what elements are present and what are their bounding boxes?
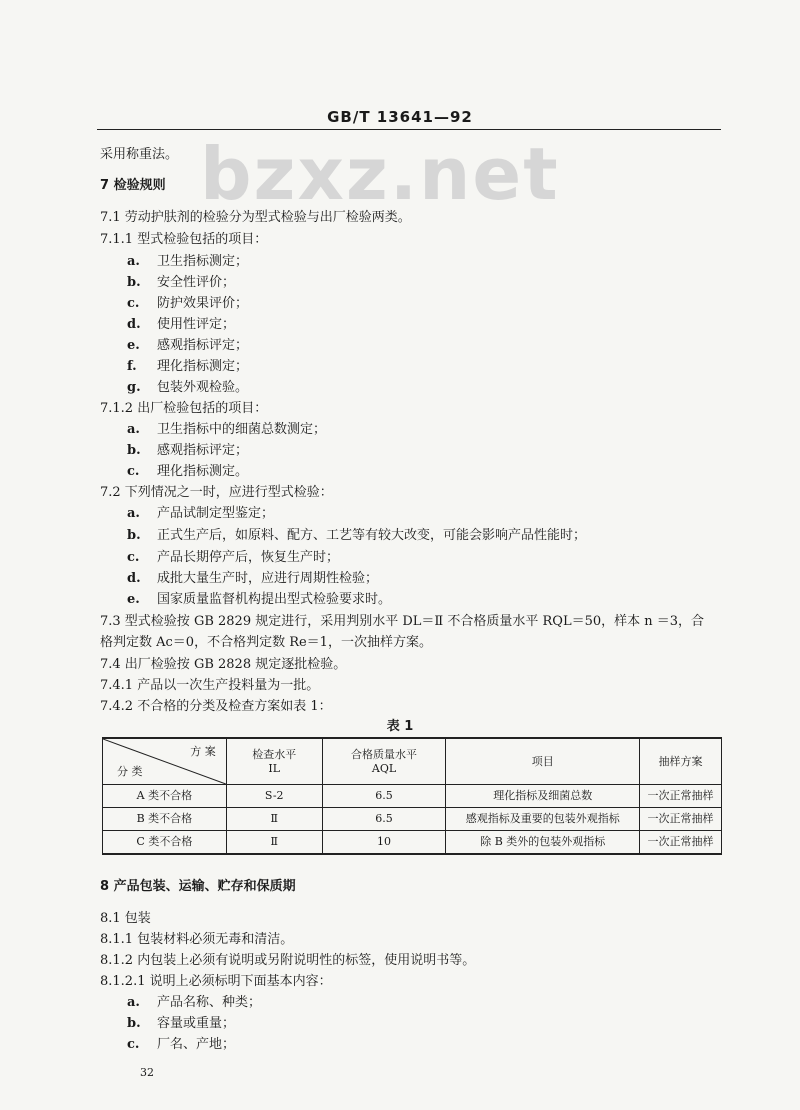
list-item: b. 感观指标评定； <box>127 443 249 458</box>
text-line: 7.1.2 出厂检验包括的项目： <box>100 401 268 416</box>
header-cell: 抽样方案 <box>640 738 722 785</box>
list-item: c. 防护效果评价； <box>127 296 249 311</box>
text-line: 8.1.1 包装材料必须无毒和清洁。 <box>100 932 294 947</box>
list-item: c. 产品长期停产后，恢复生产时； <box>127 550 340 565</box>
text-line: 7.4.1 产品以一次生产投料量为一批。 <box>100 678 320 693</box>
section-heading: 8 产品包装、运输、贮存和保质期 <box>100 879 296 894</box>
text-line: 8.1.2 内包装上必须有说明或另附说明性的标签，使用说明书等。 <box>100 953 476 968</box>
table-cell: 6.5 <box>322 808 446 831</box>
table-cell: 除 B 类外的包装外观指标 <box>446 831 640 855</box>
text-line: 7.2 下列情况之一时，应进行型式检验： <box>100 485 333 500</box>
list-item: a. 产品试制定型鉴定； <box>127 506 275 521</box>
table-cell: Ⅱ <box>226 831 322 855</box>
list-item: g. 包装外观检验。 <box>127 380 249 395</box>
table-cell: 感观指标及重要的包装外观指标 <box>446 808 640 831</box>
text-line: 7.3 型式检验按 GB 2829 规定进行，采用判别水平 DL＝Ⅱ 不合格质量水平 RQL＝50，样本 n ＝3，合 <box>100 614 705 629</box>
header-cell: 合格质量水平 AQL <box>322 738 446 785</box>
list-item: a. 卫生指标测定； <box>127 254 249 269</box>
list-item: b. 正式生产后，如原料、配方、工艺等有较大改变，可能会影响产品性能时； <box>127 528 587 543</box>
corner-cell <box>103 738 227 785</box>
table-cell: S-2 <box>226 785 322 808</box>
list-item: c. 厂名、产地； <box>127 1037 236 1052</box>
text-line: 7.4 出厂检验按 GB 2828 规定逐批检验。 <box>100 657 347 672</box>
table-cell: 6.5 <box>322 785 446 808</box>
table-cell: 理化指标及细菌总数 <box>446 785 640 808</box>
table-cell: Ⅱ <box>226 808 322 831</box>
list-item: e. 国家质量监督机构提出型式检验要求时。 <box>127 592 392 607</box>
list-item: c. 理化指标测定。 <box>127 464 249 479</box>
table-cell: C 类不合格 <box>103 831 227 855</box>
watermark: bzxz.net <box>200 132 560 216</box>
list-item: b. 容量或重量； <box>127 1016 236 1031</box>
list-item: b. 安全性评价； <box>127 275 236 290</box>
corner-top-label: 方 案 <box>190 745 216 758</box>
table-row <box>103 785 722 808</box>
table-cell: B 类不合格 <box>103 808 227 831</box>
page-number: 32 <box>140 1066 154 1079</box>
section-heading: 7 检验规则 <box>100 178 166 193</box>
list-item: d. 成批大量生产时，应进行周期性检验； <box>127 571 379 586</box>
list-item: a. 卫生指标中的细菌总数测定； <box>127 422 327 437</box>
text-line: 7.1.1 型式检验包括的项目： <box>100 232 268 247</box>
list-item: a. 产品名称、种类； <box>127 995 262 1010</box>
table-cell: 一次正常抽样 <box>640 831 722 855</box>
table-cell: 一次正常抽样 <box>640 808 722 831</box>
header-cell: 检查水平 IL <box>226 738 322 785</box>
text-line: 采用称重法。 <box>100 147 179 162</box>
standard-code: GB/T 13641—92 <box>327 108 473 126</box>
table-cell: A 类不合格 <box>103 785 227 808</box>
table-header-row <box>103 738 722 785</box>
text-line: 8.1.2.1 说明上必须标明下面基本内容： <box>100 974 332 989</box>
corner-bottom-label: 分 类 <box>117 765 143 778</box>
header-cell: 项目 <box>446 738 640 785</box>
list-item: f. 理化指标测定； <box>127 359 249 374</box>
header-rule <box>97 129 721 130</box>
text-line: 格判定数 Ac＝0，不合格判定数 Re＝1，一次抽样方案。 <box>100 635 432 650</box>
table-cell: 10 <box>322 831 446 855</box>
list-item: e. 感观指标评定； <box>127 338 249 353</box>
text-line: 7.4.2 不合格的分类及检查方案如表 1： <box>100 699 332 714</box>
table-row <box>103 831 722 855</box>
inspection-table <box>102 737 722 855</box>
text-line: 8.1 包装 <box>100 911 151 926</box>
text-line: 7.1 劳动护肤剂的检验分为型式检验与出厂检验两类。 <box>100 210 411 225</box>
list-item: d. 使用性评定； <box>127 317 236 332</box>
table-row <box>103 808 722 831</box>
table-caption: 表 1 <box>386 719 414 734</box>
table-cell: 一次正常抽样 <box>640 785 722 808</box>
